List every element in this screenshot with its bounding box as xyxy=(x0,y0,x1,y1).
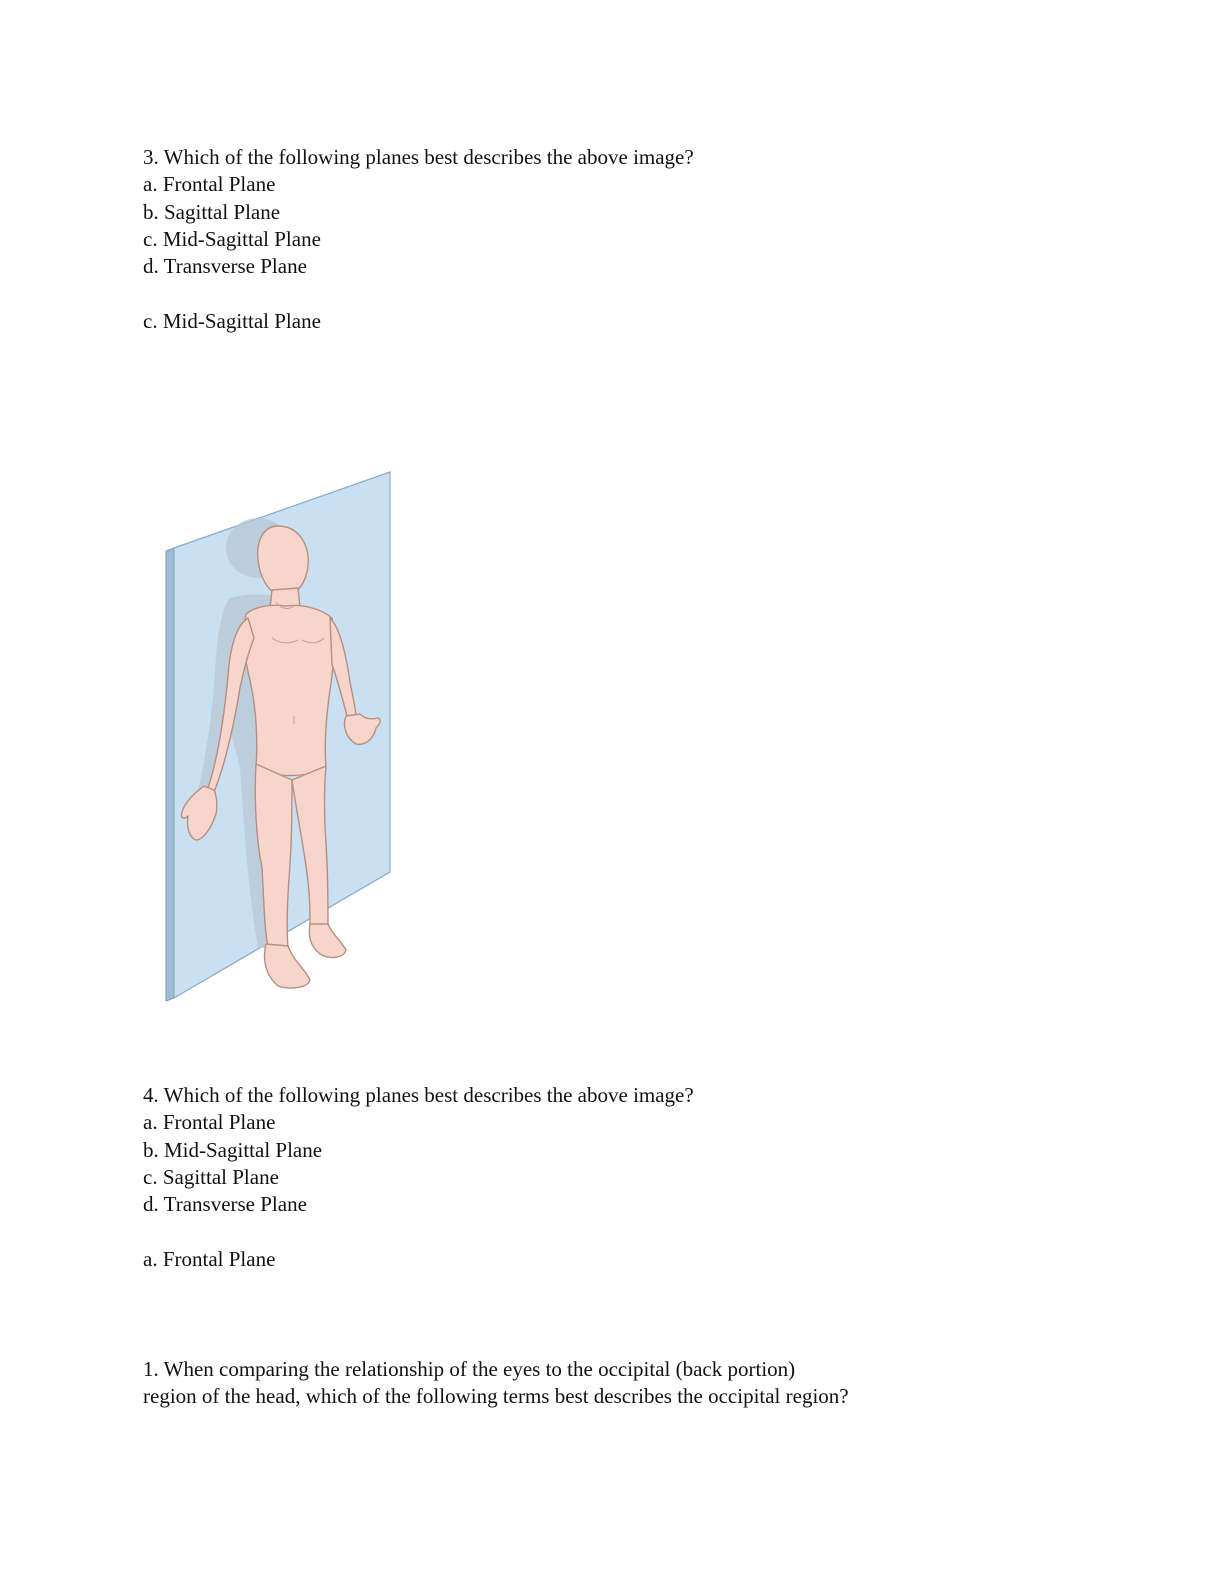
plane-edge xyxy=(166,548,174,1001)
question-4-option-a: a. Frontal Plane xyxy=(143,1110,276,1135)
torso xyxy=(244,605,334,775)
question-4-option-b: b. Mid-Sagittal Plane xyxy=(143,1137,323,1162)
question-4-prompt: 4. Which of the following planes best describes the above image? xyxy=(143,1083,694,1107)
question-3-prompt: 3. Which of the following planes best describes the above image? xyxy=(143,145,694,169)
right-foot xyxy=(309,924,346,957)
frontal-plane-figure xyxy=(160,468,400,1008)
question-1 xyxy=(143,1356,1043,1411)
left-foot xyxy=(265,944,311,988)
question-3-option-b: b. Sagittal Plane xyxy=(143,199,281,224)
question-3 xyxy=(143,144,694,335)
question-1-prompt-line-2: region of the head, which of the following terms best describes the occipital region? xyxy=(143,1384,849,1409)
spacer xyxy=(143,280,694,307)
question-1-prompt-line-1: 1. When comparing the relationship of the eyes to the occipital (back portion) xyxy=(143,1357,796,1381)
question-3-option-d: d. Transverse Plane xyxy=(143,254,307,279)
question-4-answer: a. Frontal Plane xyxy=(143,1246,276,1271)
question-4 xyxy=(143,1082,694,1273)
question-4-option-c: c. Sagittal Plane xyxy=(143,1164,279,1189)
spacer xyxy=(143,1218,694,1245)
question-3-option-c: c. Mid-Sagittal Plane xyxy=(143,226,321,251)
question-4-option-d: d. Transverse Plane xyxy=(143,1192,307,1217)
question-3-option-a: a. Frontal Plane xyxy=(143,172,276,197)
question-3-answer: c. Mid-Sagittal Plane xyxy=(143,308,321,333)
